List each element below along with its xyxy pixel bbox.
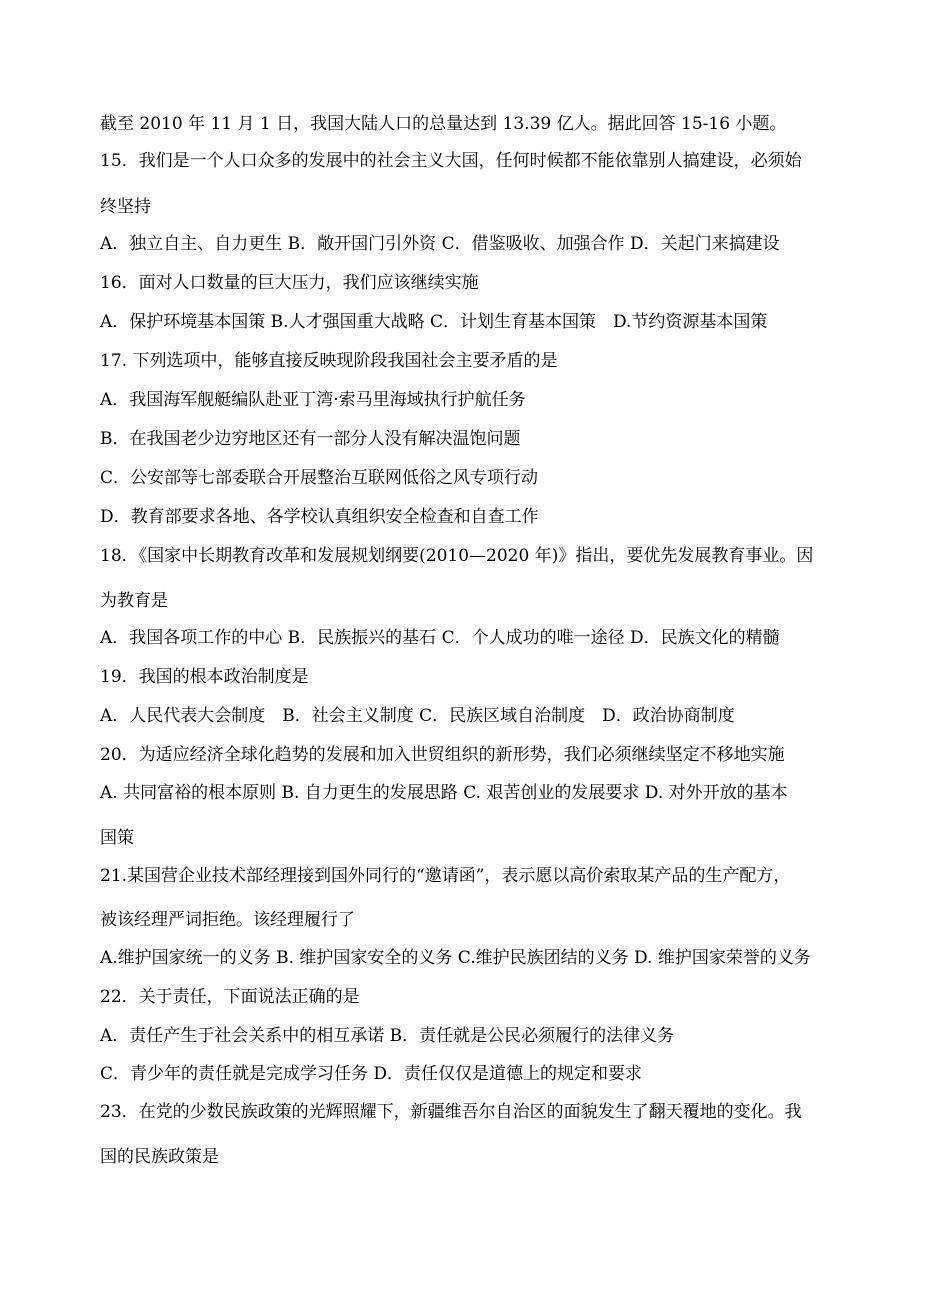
question-15-stem-cont: 终坚持 [100,197,151,217]
question-19-options: A．人民代表大会制度 B．社会主义制度 C．民族区域自治制度 D．政治协商制度 [100,706,735,726]
question-17-option-a: A．我国海军舰艇编队赴亚丁湾·索马里海域执行护航任务 [100,390,526,410]
question-21-stem-cont: 被该经理严词拒绝。该经理履行了 [100,910,355,930]
question-16-stem: 16．面对人口数量的巨大压力，我们应该继续实施 [100,273,479,293]
question-20-options-cont: 国策 [100,828,134,848]
question-21-options: A.维护国家统一的义务 B. 维护国家安全的义务 C.维护民族团结的义务 D. 维护国家荣誉的义务 [100,948,811,968]
question-20-options: A. 共同富裕的根本原则 B. 自力更生的发展思路 C. 艰苦创业的发展要求 D. 对外开放的基本 [100,783,788,803]
question-22-stem: 22．关于责任，下面说法正确的是 [100,987,360,1007]
question-23-stem-cont: 国的民族政策是 [100,1147,219,1167]
question-22-options-cd: C．青少年的责任就是完成学习任务 D．责任仅仅是道德上的规定和要求 [100,1064,643,1084]
question-22-options-ab: A．责任产生于社会关系中的相互承诺 B．责任就是公民必须履行的法律义务 [100,1026,675,1046]
question-16-options: A．保护环境基本国策 B.人才强国重大战略 C．计划生育基本国策 D.节约资源基本国策 [100,312,768,332]
question-20-stem: 20．为适应经济全球化趋势的发展和加入世贸组织的新形势，我们必须继续坚定不移地实施 [100,745,785,765]
question-23-stem: 23．在党的少数民族政策的光辉照耀下，新疆维吾尔自治区的面貌发生了翻天覆地的变化。我 [100,1102,802,1122]
question-17-stem: 17. 下列选项中，能够直接反映现阶段我国社会主要矛盾的是 [100,351,558,371]
question-17-option-d: D．教育部要求各地、各学校认真组织安全检查和自查工作 [100,507,539,527]
question-18-stem-cont: 为教育是 [100,591,168,611]
question-15-stem: 15．我们是一个人口众多的发展中的社会主义大国，任何时候都不能依靠别人搞建设，必须始 [100,151,802,171]
intro-text: 截至 2010 年 11 月 1 日，我国大陆人口的总量达到 13.39 亿人。据此回答 15-16 小题。 [100,114,787,134]
question-19-stem: 19．我国的根本政治制度是 [100,667,309,687]
question-15-options: A．独立自主、自力更生 B．敞开国门引外资 C．借鉴吸收、加强合作 D．关起门来搞建设 [100,234,780,254]
question-17-option-b: B．在我国老少边穷地区还有一部分人没有解决温饱问题 [100,429,521,449]
question-17-option-c: C．公安部等七部委联合开展整治互联网低俗之风专项行动 [100,468,539,488]
question-21-stem: 21.某国营企业技术部经理接到国外同行的“邀请函”，表示愿以高价索取某产品的生产配方， [100,866,791,886]
question-18-options: A．我国各项工作的中心 B．民族振兴的基石 C．个人成功的唯一途径 D．民族文化的精髓 [100,628,780,648]
question-18-stem: 18．《国家中长期教育改革和发展规划纲要(2010—2020 年)》指出，要优先发展教育事业。因 [100,546,814,566]
